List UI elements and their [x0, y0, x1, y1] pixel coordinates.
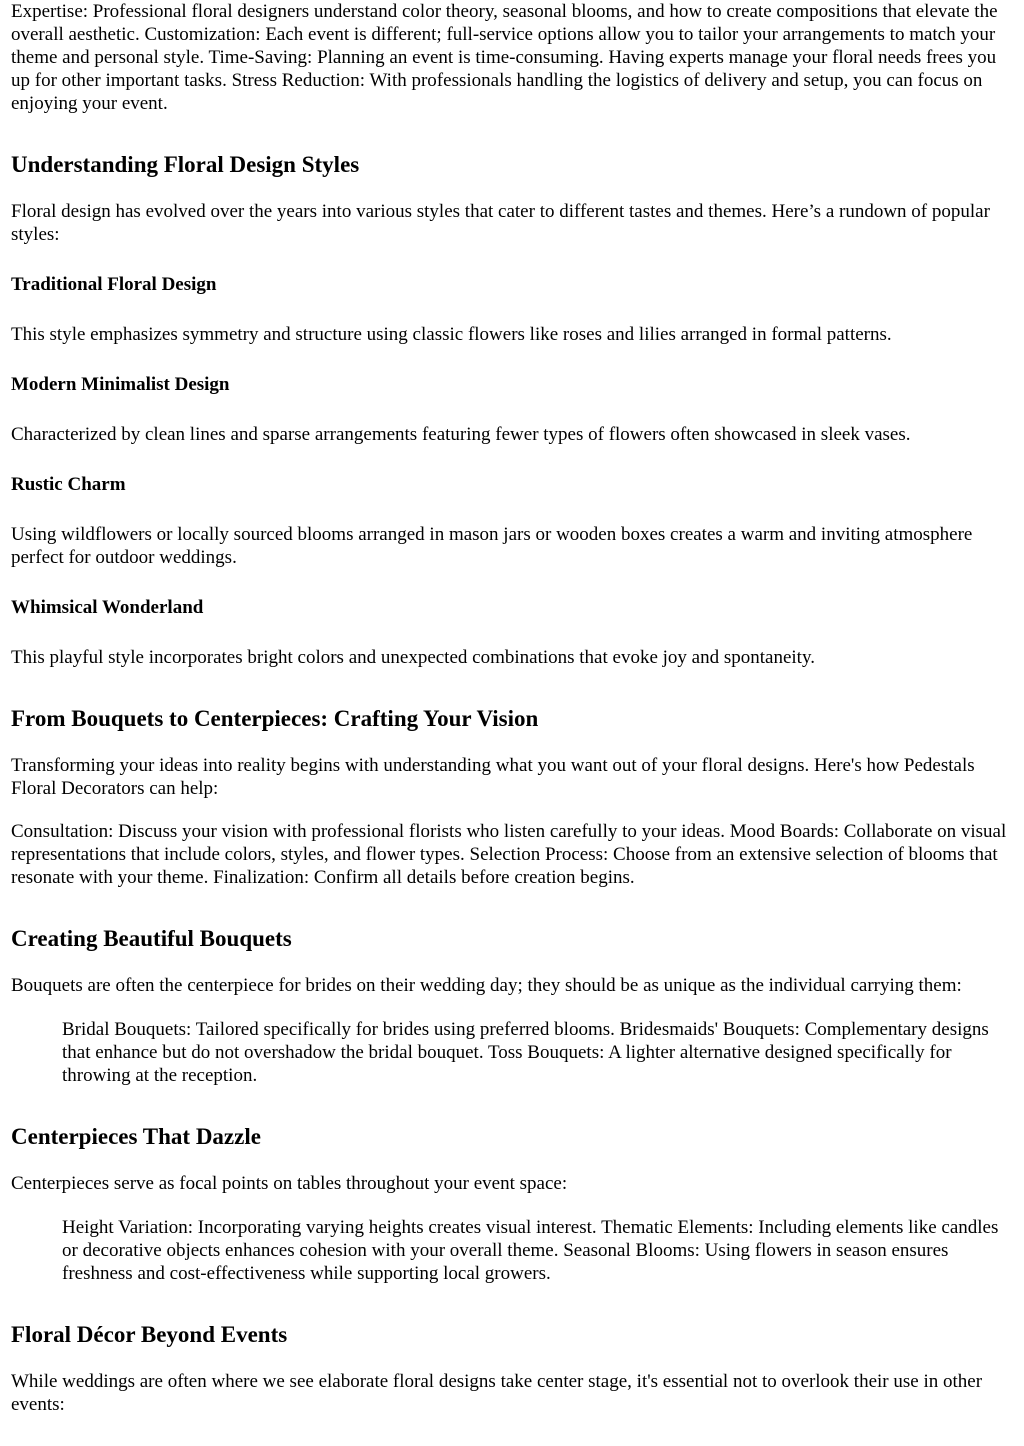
styles-heading: Understanding Floral Design Styles: [11, 152, 360, 177]
vision-intro: Transforming your ideas into reality begins with understanding what you want out of your floral designs. Here's how Pedestals Floral Decorators can help:: [11, 755, 975, 799]
decor-heading: Floral Décor Beyond Events: [11, 1322, 288, 1347]
decor-intro: While weddings are often where we see elaborate floral designs take center stage, it's essential not to overlook their use in other events:: [11, 1371, 983, 1415]
modern-text: Characterized by clean lines and sparse arrangements featuring fewer types of flowers often showcased in sleek vases.: [11, 424, 911, 445]
intro-paragraph: Expertise: Professional floral designers understand color theory, seasonal blooms, and how to create compositions that elevate the overall aesthetic. Customization: Each event is different; full-service options allow you to tailor your arrangements to match your theme and personal style. Time-Saving: Planning an event is time-consuming. Having experts manage your floral needs frees you up for other important tasks. Stress Reduction: With professionals handling the logistics of delivery and setup, you can focus on enjoying your event.: [11, 1, 998, 114]
vision-heading: From Bouquets to Centerpieces: Crafting Your Vision: [11, 706, 539, 731]
vision-steps: Consultation: Discuss your vision with professional florists who listen carefully to your ideas. Mood Boards: Collaborate on visual representations that include colors, styles, and flower types. Selection Process: Choose from an extensive selection of blooms that resonate with your theme. Finalization: Confirm all details before creation begins.: [11, 821, 1007, 888]
bouquets-heading: Creating Beautiful Bouquets: [11, 926, 292, 951]
bouquets-intro: Bouquets are often the centerpiece for brides on their wedding day; they should be as unique as the individual carrying them:: [11, 975, 962, 996]
modern-heading: Modern Minimalist Design: [11, 374, 230, 395]
rustic-text: Using wildflowers or locally sourced blooms arranged in mason jars or wooden boxes creates a warm and inviting atmosphere perfect for outdoor weddings.: [11, 524, 973, 568]
whimsical-heading: Whimsical Wonderland: [11, 597, 204, 618]
styles-intro: Floral design has evolved over the years into various styles that cater to different tastes and themes. Here’s a rundown of popular styles:: [11, 201, 990, 245]
traditional-text: This style emphasizes symmetry and structure using classic flowers like roses and lilies arranged in formal patterns.: [11, 324, 892, 345]
centerpieces-intro: Centerpieces serve as focal points on tables throughout your event space:: [11, 1173, 568, 1194]
centerpieces-quote: Height Variation: Incorporating varying heights creates visual interest. Thematic Elements: Including elements like candles or decorative objects enhances cohesion with your overall theme. Seasonal Blooms: Using flowers in season ensures freshness and cost-effectiveness while supporting local growers.: [62, 1217, 999, 1284]
whimsical-text: This playful style incorporates bright colors and unexpected combinations that evoke joy and spontaneity.: [11, 647, 815, 668]
rustic-heading: Rustic Charm: [11, 474, 126, 495]
bouquets-quote: Bridal Bouquets: Tailored specifically for brides using preferred blooms. Bridesmaids' Bouquets: Complementary designs that enhance but do not overshadow the bridal bouquet. Toss Bouquets: A lighter alternative designed specifically for throwing at the reception.: [62, 1019, 989, 1086]
centerpieces-heading: Centerpieces That Dazzle: [11, 1124, 261, 1149]
traditional-heading: Traditional Floral Design: [11, 274, 217, 295]
